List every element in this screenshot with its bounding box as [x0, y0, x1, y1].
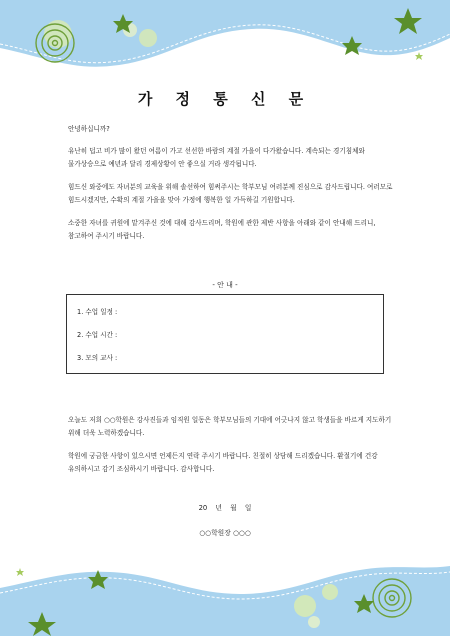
- notice-box: [66, 294, 384, 374]
- closing-paragraph: 오늘도 저희 ○○학원은 강사진들과 임직원 일동은 학부모님들의 기대에 어긋나지 않고 학생들을 바르게 지도하기 위해 더욱 노력하겠습니다.: [68, 416, 392, 437]
- notice-item-time: 2. 수업 시간 :: [77, 331, 118, 339]
- star-icon: [415, 52, 423, 60]
- star-icon: [16, 568, 24, 576]
- body-paragraph: 힘드신 와중에도 자녀분의 교육을 위해 솔선하여 힘써주시는 학부모님 여러분께 진심으로 감사드립니다. 여러모로 힘드시겠지만, 수확의 계절 가을을 맞아 가정에 행복한 일 가득하길 기원합니다.: [68, 183, 393, 204]
- date-line: 20 년 월 일: [198, 504, 252, 512]
- closing-paragraph: 학원에 궁금한 사항이 있으시면 언제든지 연락 주시기 바랍니다. 친절히 상담해 드리겠습니다. 환절기에 건강 유의하시고 감기 조심하시기 바랍니다. 감사합니다.: [68, 452, 378, 473]
- light-green-dot-4: [322, 584, 338, 600]
- notice-heading: - 안 내 -: [212, 281, 238, 289]
- greeting-text: 안녕하십니까?: [68, 125, 110, 133]
- body-paragraph: 유난히 덥고 비가 많이 왔던 여름이 가고 선선한 바람의 계절 가을이 다가왔습니다. 계속되는 경기침체와 물가상승으로 예년과 달리 경제상황이 안 좋으실 거라 생각됩니다.: [68, 147, 365, 168]
- notice-item-schedule: 1. 수업 일정 :: [77, 308, 118, 316]
- bottom-decoration: [0, 526, 450, 636]
- light-green-dot-6: [308, 616, 320, 628]
- bottom-wave: [0, 566, 450, 636]
- signature-line: ○○학원장 ○○○: [199, 529, 251, 537]
- body-paragraph: 소중한 자녀를 귀원에 맡겨주신 것에 대해 감사드리며, 학원에 관한 제반 사항을 아래와 같이 안내해 드리니, 참고하여 주시기 바랍니다.: [68, 219, 376, 240]
- light-green-dot-2: [139, 29, 157, 47]
- notice-item-teacher: 3. 모의 교사 :: [77, 354, 118, 362]
- light-green-dot-5: [294, 595, 316, 617]
- page-title: 가 정 통 신 문: [137, 90, 313, 108]
- top-decoration: [0, 0, 450, 96]
